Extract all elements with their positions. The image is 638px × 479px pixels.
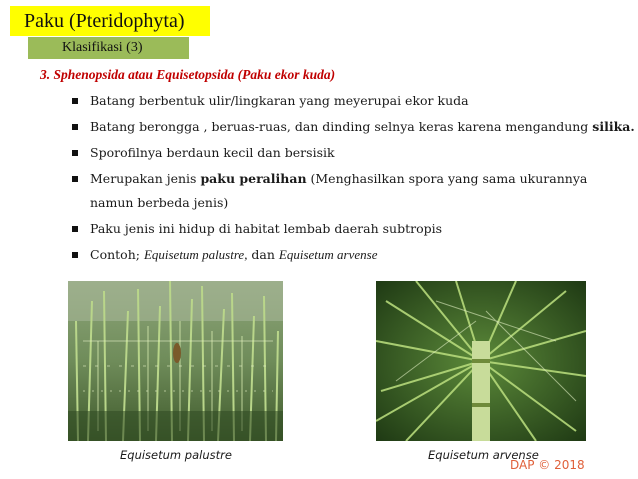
slide-subtitle <box>28 37 189 59</box>
square-bullet-icon <box>72 176 78 182</box>
caption-equisetum-palustre: Equisetum palustre <box>120 448 232 462</box>
slide-title <box>10 6 210 36</box>
bullet-text: Sporofilnya berdaun kecil dan bersisik <box>90 145 335 160</box>
species-name-2: Equisetum arvense <box>278 247 378 262</box>
bullet-item <box>72 166 632 216</box>
square-bullet-icon <box>72 124 78 130</box>
section-heading: 3. Sphenopsida atau Equisetopsida (Paku ekor kuda) <box>40 67 336 82</box>
square-bullet-icon <box>72 226 78 232</box>
bullet-text: Contoh; <box>90 247 144 262</box>
bullet-list <box>72 88 635 268</box>
square-bullet-icon <box>72 98 78 104</box>
copyright-credit: DAP © 2018 <box>510 458 585 472</box>
bullet-item <box>72 216 632 242</box>
bullet-text: Batang berbentuk ulir/lingkaran yang meyerupai ekor kuda <box>90 93 469 108</box>
bullet-bold-text: silika. <box>592 119 635 134</box>
photo-equisetum-palustre <box>68 281 283 441</box>
square-bullet-icon <box>72 150 78 156</box>
bullet-text-post: (Menghasilkan spora yang sama ukurannya namun berbeda jenis) <box>90 171 588 210</box>
bullet-text-mid: dan <box>247 247 279 262</box>
slide-title-text: Paku (Pteridophyta) <box>24 10 185 32</box>
photo-equisetum-arvense <box>376 281 586 441</box>
bullet-item <box>72 242 632 268</box>
species-name-1: Equisetum palustre, <box>143 247 248 262</box>
square-bullet-icon <box>72 252 78 258</box>
bullet-text: Paku jenis ini hidup di habitat lembab daerah subtropis <box>90 221 443 236</box>
bullet-item <box>72 140 632 166</box>
bullet-text: Merupakan jenis <box>90 171 201 186</box>
bullet-bold-text: paku peralihan <box>200 171 307 186</box>
bullet-item <box>72 114 635 140</box>
bullet-item <box>72 88 632 114</box>
caption-equisetum-arvense: Equisetum arvense <box>428 448 539 462</box>
slide-subtitle-text: Klasifikasi (3) <box>62 40 143 55</box>
bullet-text: Batang berongga , beruas-ruas, dan dinding selnya keras karena mengandung <box>90 119 593 134</box>
